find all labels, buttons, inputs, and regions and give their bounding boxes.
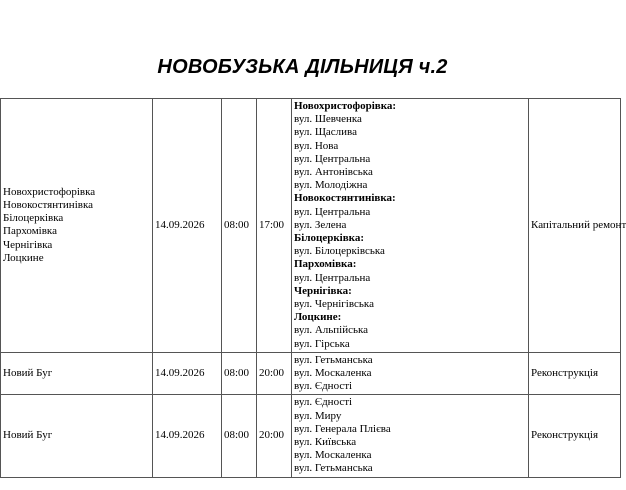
addresses-cell [292,99,529,353]
date-cell: 14.09.2026 [153,99,222,353]
street-name: вул. Центральна [294,205,371,218]
addresses-cell [292,352,529,395]
end-time-cell: 20:00 [257,352,292,395]
settlement-heading: Білоцерківка: [294,232,365,245]
street-name: вул. Щаслива [294,126,357,139]
settlement-name: Новохристофорівка [3,185,96,198]
street-name: вул. Гетьманська [294,353,373,366]
street-name: вул. Єдності [294,380,353,393]
page-title: НОВОБУЗЬКА ДІЛЬНИЦЯ ч.2 [157,56,448,78]
street-name: вул. Єдності [294,396,353,409]
date-cell: 14.09.2026 [153,352,222,395]
date-cell: 14.09.2026 [153,395,222,477]
settlement-heading: Чернігівка: [294,284,352,297]
work-type-cell: Реконструкція [529,395,621,477]
table-row [1,99,621,353]
street-name: вул. Центральна [294,152,371,165]
settlement-name: Новокостянтинівка [3,199,94,212]
street-name: вул. Москаленка [294,449,372,462]
start-time-cell: 08:00 [222,352,257,395]
street-name: вул. Нова [294,139,339,152]
street-name: вул. Київська [294,436,357,449]
settlements-cell [1,395,153,477]
street-name: вул. Генерала Плієва [294,422,391,435]
start-time-cell: 08:00 [222,99,257,353]
addresses-cell [292,395,529,477]
street-name: вул. Миру [294,409,342,422]
settlement-heading: Пархомівка: [294,258,357,271]
settlement-name: Чернігівка [3,238,53,251]
street-name: вул. Чернігівська [294,298,374,311]
street-name: вул. Гірська [294,337,350,350]
settlement-name: Пархомівка [3,225,57,238]
street-name: вул. Зелена [294,218,347,231]
settlement-name: Новий Буг [3,429,53,442]
settlement-heading: Новохристофорівка: [294,100,397,112]
street-name: вул. Москаленка [294,367,372,380]
street-name: вул. Альпійська [294,324,369,337]
work-type-cell: Реконструкція [529,352,621,395]
settlement-name: Лоцкине [3,251,44,264]
outage-schedule-table [0,98,626,478]
table-row [1,395,621,477]
street-name: вул. Шевченка [294,113,362,126]
settlement-heading: Лоцкине: [294,311,342,324]
settlement-name: Білоцерківка [3,212,64,225]
table-row [1,352,621,395]
settlements-cell [1,99,153,353]
end-time-cell: 20:00 [257,395,292,477]
work-type-cell: Капітальний ремонт [529,99,621,353]
street-name: вул. Білоцерківська [294,245,385,258]
street-name: вул. Гетьманська [294,462,373,475]
settlement-name: Новий Буг [3,367,53,380]
start-time-cell: 08:00 [222,395,257,477]
street-name: вул. Антонівська [294,166,373,179]
settlements-cell [1,352,153,395]
settlement-heading: Новокостянтинівка: [294,192,396,205]
street-name: вул. Молодіжна [294,179,368,192]
end-time-cell: 17:00 [257,99,292,353]
street-name: вул. Центральна [294,271,371,284]
